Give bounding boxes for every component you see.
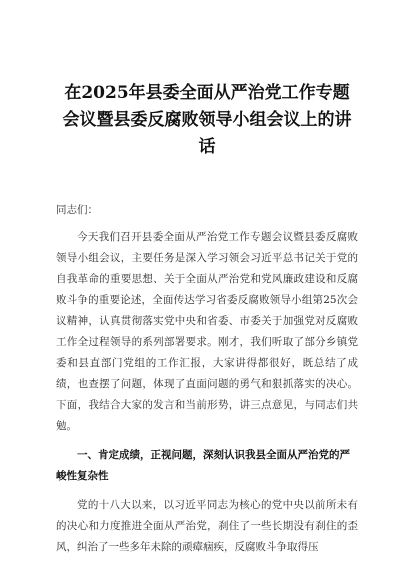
salutation: 同志们： xyxy=(56,204,98,216)
document-title: 在2025年县委全面从严治党工作专题会议暨县委反腐败领导小组会议上的讲话 xyxy=(62,83,352,157)
body-paragraph-2: 党的十八大以来，以习近平同志为核心的党中央以前所未有的决心和力度推进全面从严治党，刹住了一些长期没有刹住的歪风，纠治了一些多年未除的顽瘴痼疾，反腐败斗争取得压 xyxy=(56,499,358,553)
section-heading-1: 一、肯定成绩，正视问题，深刻认识我县全面从严治党的严峻性复杂性 xyxy=(56,449,350,482)
body-paragraph-1: 今天我们召开县委全面从严治党工作专题会议暨县委反腐败领导小组会议，主要任务是深入学习领会习近平总书记关于党的自我革命的重要思想、关于全面从严治党和党风廉政建设和反腐败斗争的重要论述，全面传达学习省委反腐败领导小组第25次会议精神，认真贯彻落实党中央和省委、市委关于加强党对反腐败工作全过程领导的系列部署要求。刚才，我们听取了部分乡镇党委和县直部门党组的工作汇报，大家讲得都很好，既总结了成绩，也查摆了问题，体现了直面问题的勇气和狠抓落实的决心。下面，我结合大家的发言和当前形势，讲三点意见，与同志们共勉。 xyxy=(56,231,358,432)
